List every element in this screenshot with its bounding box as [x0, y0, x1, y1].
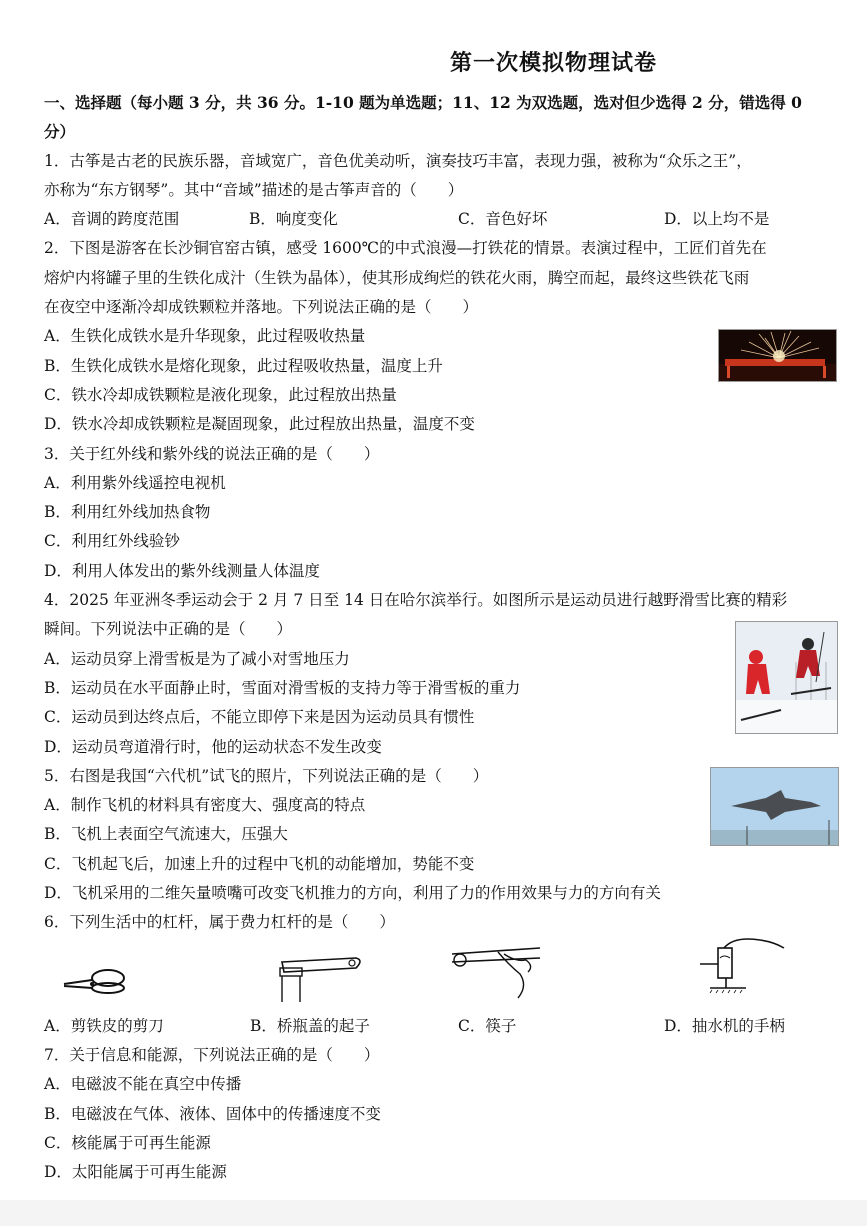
q6-option-b: B．桥瓶盖的起子: [250, 1016, 370, 1035]
q4-option-c: C．运动员到达终点后，不能立即停下来是因为运动员具有惯性: [44, 708, 475, 727]
q7-option-c: C．核能属于可再生能源: [44, 1133, 211, 1152]
q1-stem-line2: 亦称为“东方钢琴”。其中“音域”描述的是古筝声音的（ ）: [44, 180, 464, 199]
q6-lever-figures: [44, 944, 840, 1004]
water-pump-handle-icon: [690, 934, 790, 998]
bottle-opener-icon: [270, 948, 370, 1008]
page-title: 第一次模拟物理试卷: [449, 51, 657, 76]
q1-stem-line1: 1．古筝是古老的民族乐器，音域宽广，音色优美动听，演奏技巧丰富，表现力强，被称为“众乐之王”，: [44, 151, 752, 170]
q2-option-b: B．生铁化成铁水是熔化现象，此过程吸收热量，温度上升: [44, 356, 443, 375]
q7-option-d: D．太阳能属于可再生能源: [44, 1163, 227, 1182]
q3-option-a: A．利用紫外线遥控电视机: [44, 473, 226, 492]
iron-flower-photo: [718, 329, 837, 382]
q3-option-c: C．利用红外线验钞: [44, 532, 180, 551]
q5-option-a: A．制作飞机的材料具有密度大、强度高的特点: [44, 796, 366, 815]
q4-stem-line1: 4．2025 年亚洲冬季运动会于 2 月 7 日至 14 日在哈尔滨举行。如图所示是运动员进行越野滑雪比赛的精彩: [44, 591, 788, 610]
q7-stem: 7．关于信息和能源，下列说法正确的是（ ）: [44, 1045, 380, 1064]
q5-option-c: C．飞机起飞后，加速上升的过程中飞机的动能增加，势能不变: [44, 854, 475, 873]
q6-stem: 6．下列生活中的杠杆，属于费力杠杆的是（ ）: [44, 913, 395, 932]
q1-option-b: B．响度变化: [249, 210, 338, 229]
q4-stem-line2: 瞬间。下列说法中正确的是（ ）: [44, 620, 293, 639]
section-heading-cont: 分）: [44, 122, 76, 142]
q5-stem: 5．右图是我国“六代机”试飞的照片，下列说法正确的是（ ）: [44, 766, 489, 785]
chopsticks-icon: [448, 944, 548, 1004]
page-bottom-edge: [0, 1200, 867, 1226]
q2-option-a: A．生铁化成铁水是升华现象，此过程吸收热量: [44, 327, 366, 346]
q1-option-c: C．音色好坏: [458, 210, 548, 229]
q6-options: [44, 1012, 840, 1041]
q2-stem-line3: 在夜空中逐渐冷却成铁颗粒并落地。下列说法正确的是（ ）: [44, 298, 479, 317]
section-heading: 一、选择题（每小题 3 分，共 36 分。1-10 题为单选题；11、12 为双选题，选对但少选得 2 分，错选得 0: [44, 93, 802, 112]
q4-option-b: B．运动员在水平面静止时，雪面对滑雪板的支持力等于滑雪板的重力: [44, 678, 521, 697]
q1-options: [44, 205, 840, 234]
q3-stem: 3．关于红外线和紫外线的说法正确的是（ ）: [44, 444, 380, 463]
q6-option-a: A．剪铁皮的剪刀: [44, 1016, 164, 1035]
q7-option-b: B．电磁波在气体、液体、固体中的传播速度不变: [44, 1104, 381, 1123]
tin-snips-icon: [62, 964, 142, 998]
skiing-photo: [735, 621, 838, 734]
q6-option-c: C．筷子: [458, 1016, 517, 1035]
q3-option-d: D．利用人体发出的紫外线测量人体温度: [44, 561, 320, 580]
q1-option-d: D．以上均不是: [664, 210, 770, 229]
q6-option-d: D．抽水机的手柄: [664, 1016, 785, 1035]
q5-option-b: B．飞机上表面空气流速大，压强大: [44, 825, 288, 844]
q4-option-d: D．运动员弯道滑行时，他的运动状态不发生改变: [44, 737, 382, 756]
q2-option-c: C．铁水冷却成铁颗粒是液化现象，此过程放出热量: [44, 385, 397, 404]
q5-option-d: D．飞机采用的二维矢量喷嘴可改变飞机推力的方向，利用了力的作用效果与力的方向有关: [44, 884, 661, 903]
q2-option-d: D．铁水冷却成铁颗粒是凝固现象，此过程放出热量，温度不变: [44, 415, 475, 434]
q1-option-a: A．音调的跨度范围: [44, 210, 180, 229]
exam-body: [44, 88, 840, 1187]
q4-option-a: A．运动员穿上滑雪板是为了减小对雪地压力: [44, 649, 350, 668]
q2-stem-line2: 熔炉内将罐子里的生铁化成汁（生铁为晶体），使其形成绚烂的铁花火雨，腾空而起，最终这些铁花飞雨: [44, 268, 750, 287]
q3-option-b: B．利用红外线加热食物: [44, 503, 211, 522]
aircraft-photo: [710, 767, 839, 846]
q2-stem-line1: 2．下图是游客在长沙铜官窑古镇，感受 1600℃的中式浪漫—打铁花的情景。表演过程中，工匠们首先在: [44, 239, 767, 258]
q7-option-a: A．电磁波不能在真空中传播: [44, 1075, 242, 1094]
